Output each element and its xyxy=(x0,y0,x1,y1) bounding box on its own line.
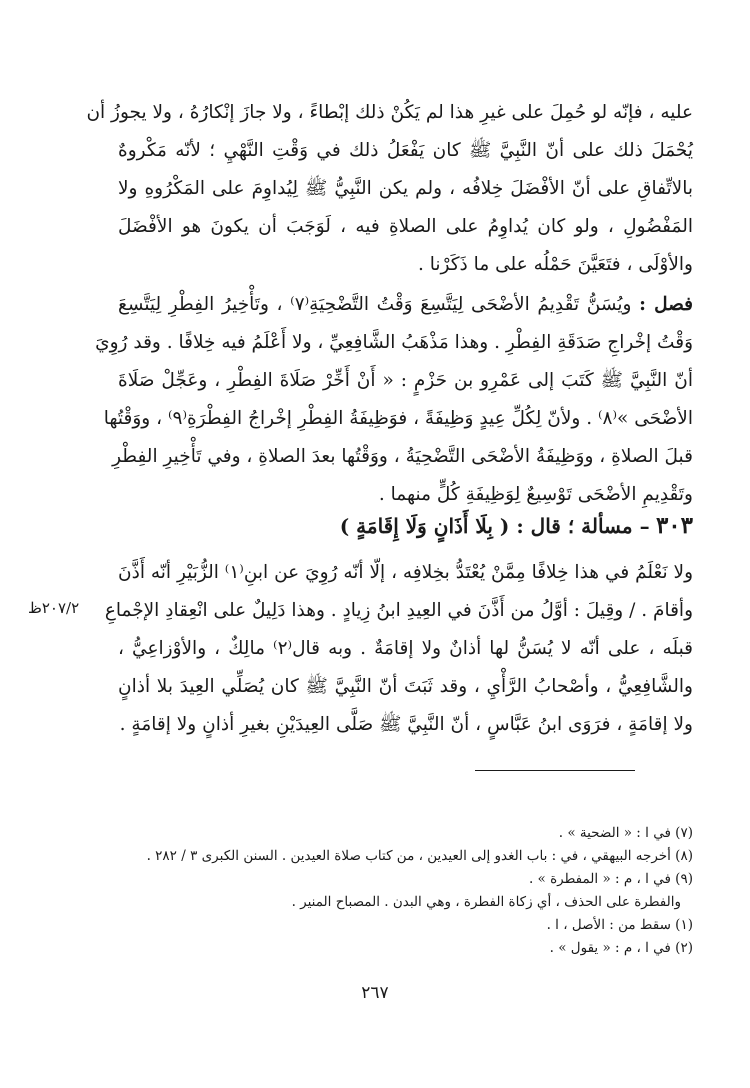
text-line: المَفْضُولِ ، ولو كان يُداوِمُ على الصلاةِ فيه ، لَوَجَبَ أن يكونَ هو الأفْضَلَ xyxy=(118,216,693,237)
paragraph-masala xyxy=(104,554,694,744)
text-line: قبلَه ، على أنّه لا يُسَنُّ لها أذانٌ ولا إقامَةٌ . وبه قال⁽٢⁾ مالِكٌ ، والأوْزاعِيُّ ، xyxy=(118,638,693,659)
margin-reference: ٢٠٧/٢ظ xyxy=(28,599,80,617)
text-line: والأوْلَى ، فتَعَيَّنَ حَمْلُه على ما ذَكَرْنا . xyxy=(418,254,693,275)
section-title: – مسألة ؛ قال : ( بِلَا أَذَانٍ وَلَا إِقَامَةٍ ) xyxy=(339,514,650,538)
page-number: ٢٦٧ xyxy=(361,983,389,1003)
text-line: ولا نَعْلَمُ في هذا خِلافًا مِمَّنْ يُعْتَدُّ بخِلافِه ، إلّا أنّه رُوِيَ عن ابنِ⁽١⁾ الزُّبَيْرِ أنّه أَذَّنَ xyxy=(118,562,694,583)
paragraph-continuation xyxy=(86,94,693,284)
text-line: ولا إقامَةٍ ، فرَوَى ابنُ عَبَّاسٍ ، أنّ النَّبِيَّ ﷺ صَلَّى العِيدَيْنِ بغيرِ أذانٍ ولا إقامَةٍ . xyxy=(119,714,693,735)
footnote: (٧) في ا : « الضحية » . xyxy=(558,825,693,841)
text-line: الأضْحَى »⁽٨⁾ . ولأنّ لِكُلِّ عِيدٍ وَظِيفَةً ، فوَظِيفَةُ الفِطْرِ إخْراجُ الفِطْرَةِ⁽٩⁾ ، ووَقْتُها xyxy=(103,408,693,429)
footnote: (٨) أخرجه البيهقي ، في : باب الغدو إلى العيدين ، من كتاب صلاة العيدين . السنن الكبرى ٣ / ٢٨٢ . xyxy=(146,848,693,864)
text-line xyxy=(118,286,693,324)
text-line: يُحْمَلَ ذلك على أنّ النَّبِيَّ ﷺ كان يَفْعَلُ ذلك في وَقْتِ النَّهْيِ ؛ لأنّه مَكْروهٌ xyxy=(118,140,693,161)
text-line: وأقامَ . / وقِيلَ : أوَّلُ من أَذَّنَ في العِيدِ ابنُ زِيادٍ . وهذا دَلِيلٌ على انْعِقادِ الإجْماعِ xyxy=(104,600,693,621)
footnote: (١) سقط من : الأصل ، ا . xyxy=(546,917,693,933)
text-line-body: ويُسَنُّ تَقْدِيمُ الأضْحَى لِيَتَّسِعَ وَقْتُ التَّضْحِيَةِ⁽٧⁾ ، وتَأْخِيرُ الفِطْرِ لِيَتَّسِعَ xyxy=(118,294,632,315)
footnote: (٢) في ا ، م : « يقول » . xyxy=(549,940,693,956)
text-line: قبلَ الصلاةِ ، ووَظِيفَةُ الأضْحَى التَّضْحِيَةُ ، ووَقْتُها بعدَ الصلاةِ ، وفي تَأْخِيرِ الفِطْرِ xyxy=(112,446,693,467)
text-line: وتَقْدِيمِ الأضْحَى تَوْسِيعٌ لِوَظِيفَةِ كُلٍّ منهما . xyxy=(378,484,693,505)
section-number: ٣٠٣ xyxy=(655,512,693,539)
footnotes-list xyxy=(118,822,693,960)
section-heading xyxy=(118,508,693,544)
text-line: وَقْتُ إخْراجِ صَدَقَةِ الفِطْرِ . وهذا مَذْهَبُ الشَّافِعِيِّ ، ولا أَعْلَمُ فيه خِلافًا . وقد رُوِيَ xyxy=(95,332,693,353)
footnote: (٩) في ا ، م : « المفطرة » . xyxy=(528,871,693,887)
footnote-divider xyxy=(475,770,635,771)
footnote-continuation: والفطرة على الحذف ، أي زكاة الفطرة ، وهي البدن . المصباح المنير . xyxy=(291,894,681,910)
fasl-label: فصل : xyxy=(639,294,693,315)
text-line: بالاتِّفاقِ على أنّ الأفْضَلَ خِلافُه ، ولم يكن النَّبِيُّ ﷺ لِيُداوِمَ على المَكْرُوهِ ولا xyxy=(118,178,693,199)
paragraph-fasl xyxy=(95,286,693,514)
text-line: أنّ النَّبِيَّ ﷺ كَتَبَ إلى عَمْرِو بن حَزْمٍ : « أَنْ أَخِّرْ صَلَاةَ الفِطْرِ ، وعَجِّلْ صَلَاةَ xyxy=(118,370,693,391)
text-line: عليه ، فإنّه لو حُمِلَ على غيرِ هذا لم يَكُنْ ذلك إبْطاءً ، ولا جازَ إنْكارُهُ ، ولا يجوزُ أن xyxy=(86,102,693,123)
text-line: والشَّافِعِيُّ ، وأصْحابُ الرَّأْيِ ، وقد ثَبَتَ أنّ النَّبِيَّ ﷺ كان يُصَلِّي العِيدَ بلا أذانٍ xyxy=(118,676,693,697)
